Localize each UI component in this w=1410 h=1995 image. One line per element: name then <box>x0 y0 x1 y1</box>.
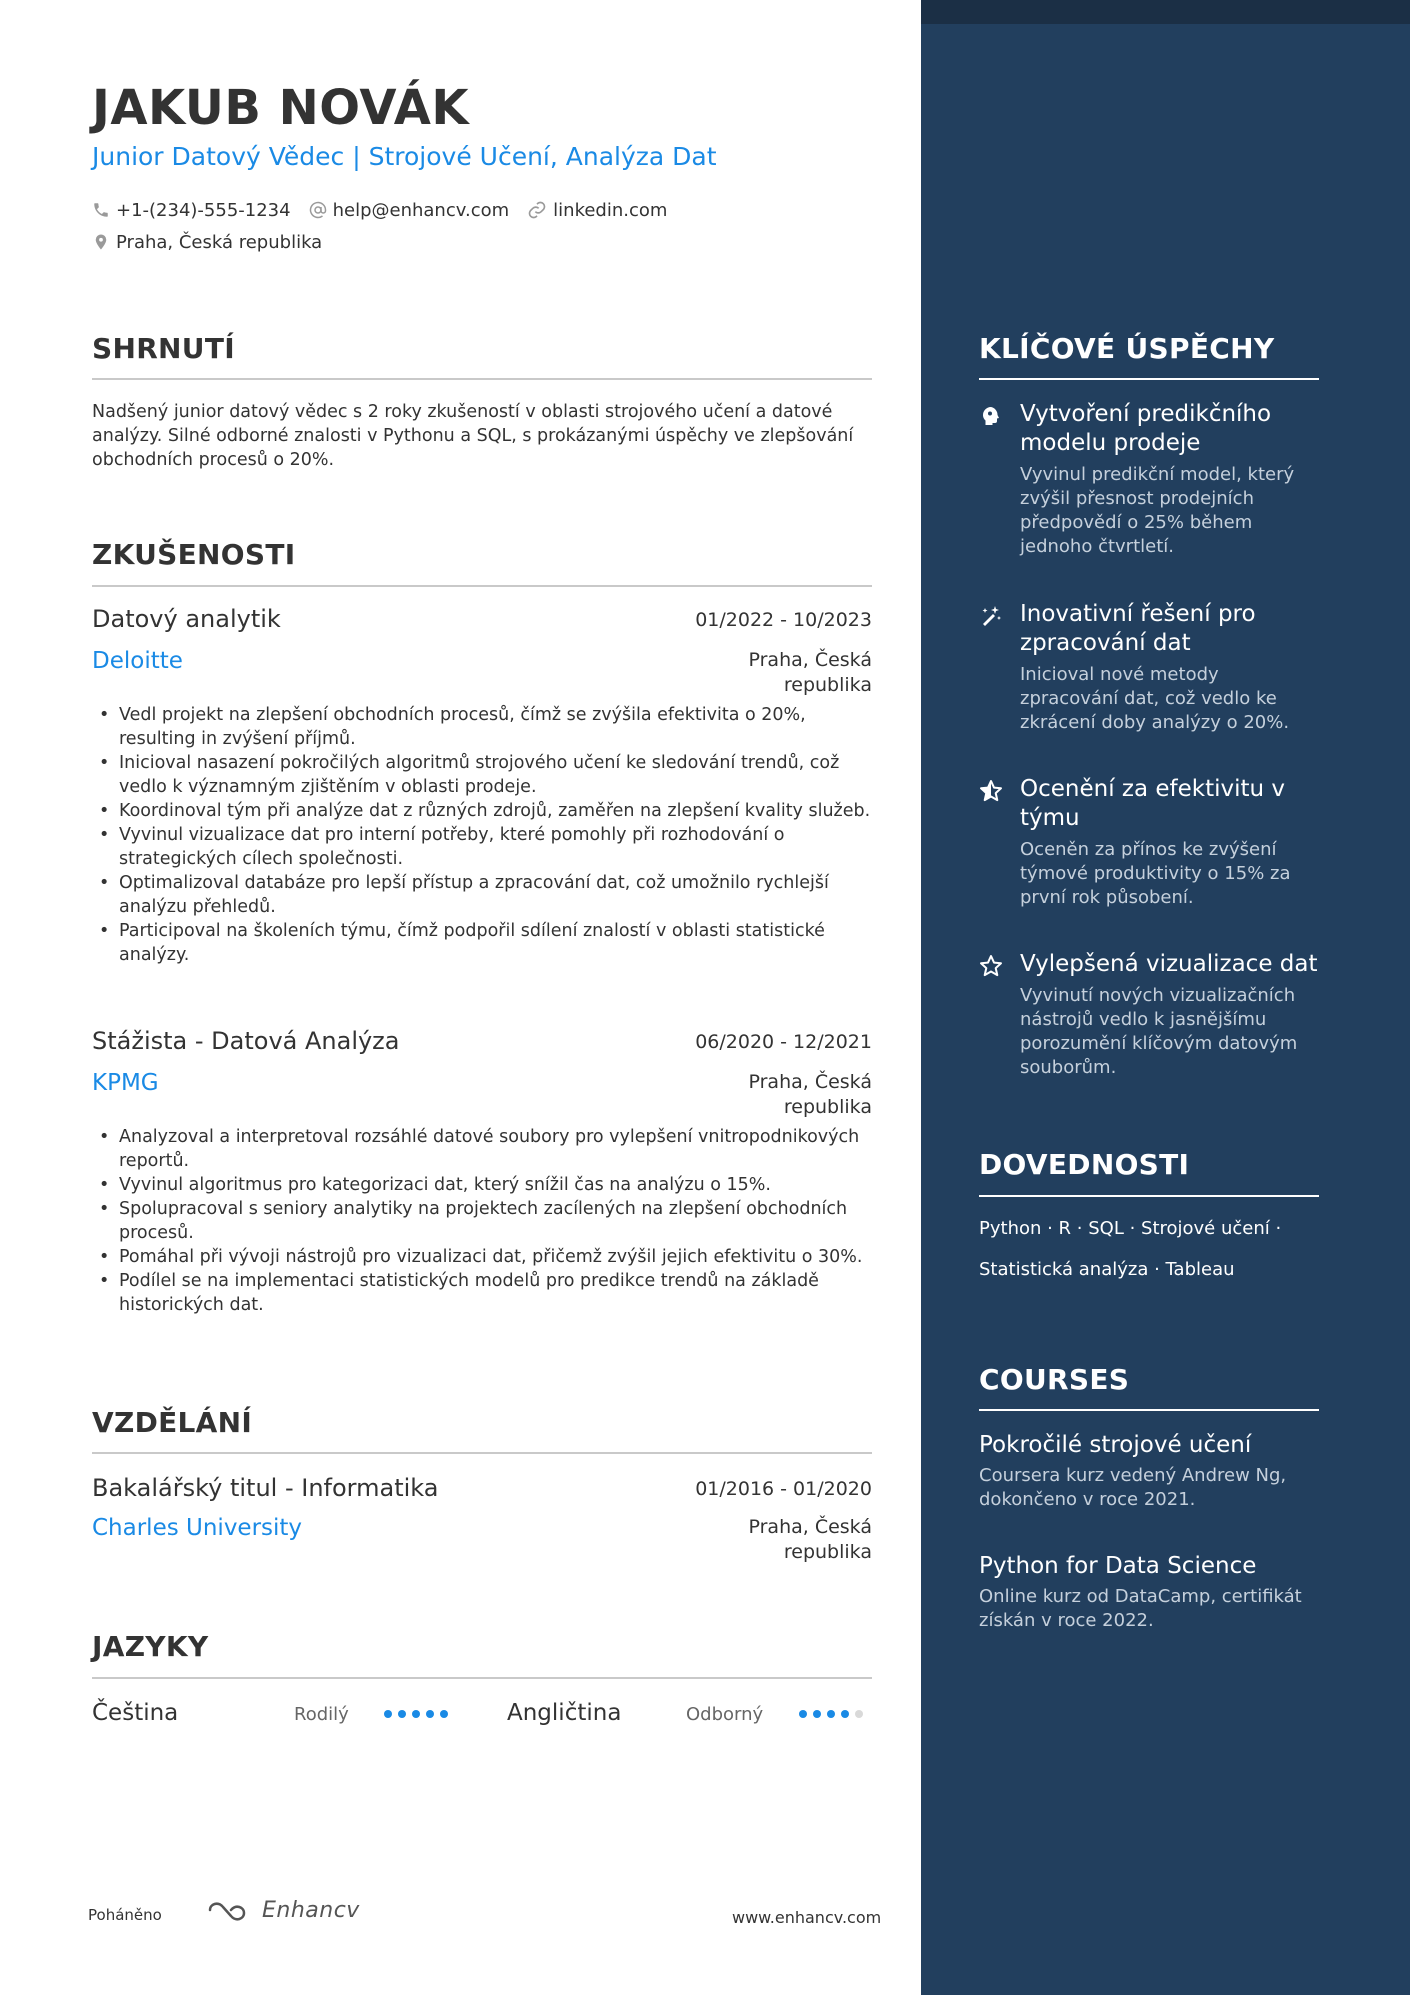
rating-dot <box>841 1710 849 1718</box>
magic-wand-icon <box>979 604 1003 628</box>
job-location: Praha, Česká republika <box>748 649 872 696</box>
achievement-title: Vylepšená vizualizace dat <box>1020 951 1318 977</box>
footer-url[interactable]: www.enhancv.com <box>732 1908 882 1927</box>
enhancv-logo[interactable] <box>206 1896 360 1924</box>
achievements-divider <box>979 378 1319 380</box>
achievement-desc: Inicioval nové metody zpracování dat, což vedlo ke zkrácení doby analýzy o 20%. <box>1020 664 1290 733</box>
brain-icon <box>979 404 1003 428</box>
rating-dot <box>799 1710 807 1718</box>
phone-text: +1-(234)-555-1234 <box>116 199 291 221</box>
list-item: • Podílel se na implementaci statistických modelů pro predikce trendů na základě historických dat. <box>92 1269 872 1317</box>
course-desc: Coursera kurz vedený Andrew Ng, dokončeno v roce 2021. <box>979 1465 1287 1510</box>
language-rating <box>799 1710 869 1718</box>
star-half-icon <box>979 779 1003 803</box>
education-location: Praha, Česká republika <box>748 1516 872 1563</box>
skills-list <box>979 1208 1319 1290</box>
achievements-heading: KLÍČOVÉ ÚSPĚCHY <box>979 332 1275 365</box>
job-title: Datový analytik <box>92 605 281 633</box>
achievement-item <box>979 775 1319 910</box>
skills-line: Python · R · SQL · Strojové učení · <box>979 1218 1282 1239</box>
course-desc: Online kurz od DataCamp, certifikát získán v roce 2022. <box>979 1586 1302 1631</box>
candidate-title: Junior Datový Vědec | Strojové Učení, Analýza Dat <box>92 142 717 171</box>
job-location: Praha, Česká republika <box>748 1071 872 1118</box>
skills-line: Statistická analýza · Tableau <box>979 1259 1235 1280</box>
job-title: Stážista - Datová Analýza <box>92 1027 400 1055</box>
course-item <box>979 1552 1319 1633</box>
list-item: • Vyvinul algoritmus pro kategorizaci dat, který snížil čas na analýzu o 15%. <box>92 1173 872 1197</box>
job-bullets <box>92 703 872 967</box>
job-bullets <box>92 1125 872 1317</box>
achievement-item <box>979 600 1319 735</box>
degree-title: Bakalářský titul - Informatika <box>92 1474 439 1502</box>
skills-divider <box>979 1195 1319 1197</box>
at-icon <box>309 201 327 219</box>
achievement-desc: Vyvinul predikční model, který zvýšil přesnost prodejních předpovědí o 25% během jednoho čtvrtletí. <box>1020 464 1295 557</box>
phone-icon <box>92 201 110 219</box>
achievement-item <box>979 400 1319 559</box>
courses-heading: COURSES <box>979 1363 1130 1396</box>
candidate-name: JAKUB NOVÁK <box>92 80 470 136</box>
achievement-desc: Oceněn za přínos ke zvýšení týmové produktivity o 15% za první rok působení. <box>1020 839 1291 908</box>
email-contact[interactable] <box>309 200 510 221</box>
list-item: • Inicioval nasazení pokročilých algoritmů strojového učení ke sledování trendů, což vedlo k významným zjištěním v oblasti prodeje. <box>92 751 872 799</box>
star-outline-icon <box>979 954 1003 978</box>
rating-dot <box>384 1710 392 1718</box>
sidebar-topbar <box>921 0 1410 24</box>
rating-dot <box>426 1710 434 1718</box>
achievement-item <box>979 950 1319 1080</box>
experience-heading: ZKUŠENOSTI <box>92 538 296 571</box>
education-heading: VZDĚLÁNÍ <box>92 1406 253 1439</box>
footer-powered: Poháněno <box>88 1906 162 1924</box>
contact-info <box>92 196 685 260</box>
achievement-desc: Vyvinutí nových vizualizačních nástrojů vedlo k jasnějšímu porozumění klíčovým datovým souborům. <box>1020 985 1298 1078</box>
list-item: • Koordinoval tým při analýze dat z různých zdrojů, zaměřen na zlepšení kvality služeb. <box>92 799 872 823</box>
list-item: • Pomáhal při vývoji nástrojů pro vizualizaci dat, přičemž zvýšil jejich efektivitu o 30%. <box>92 1245 872 1269</box>
language-level: Odborný <box>686 1704 764 1725</box>
job-company: KPMG <box>92 1070 159 1096</box>
list-item: • Analyzoval a interpretoval rozsáhlé datové soubory pro vylepšení vnitropodnikových reportů. <box>92 1125 872 1173</box>
language-name: Čeština <box>92 1700 179 1726</box>
language-rating <box>384 1710 454 1718</box>
list-item: • Participoval na školeních týmu, čímž podpořil sdílení znalostí v oblasti statistické analýzy. <box>92 919 872 967</box>
achievement-title: Ocenění za efektivitu v týmu <box>1020 776 1286 831</box>
skills-heading: DOVEDNOSTI <box>979 1148 1190 1181</box>
enhancv-logo-icon <box>206 1896 254 1924</box>
summary-text: Nadšený junior datový vědec s 2 roky zkušeností v oblasti strojového učení a datové analýzy. Silné odborné znalosti v Pythonu a SQL, s prokázanými úspěchy ve zlepšování obchodních procesů o 20%. <box>92 402 854 470</box>
rating-dot <box>827 1710 835 1718</box>
language-name: Angličtina <box>507 1700 622 1726</box>
rating-dot <box>412 1710 420 1718</box>
experience-divider <box>92 585 872 587</box>
education-divider <box>92 1452 872 1454</box>
rating-dot <box>398 1710 406 1718</box>
job-company: Deloitte <box>92 648 183 674</box>
linkedin-contact[interactable] <box>527 200 667 221</box>
summary-heading: SHRNUTÍ <box>92 332 235 365</box>
course-title: Pokročilé strojové učení <box>979 1432 1252 1458</box>
job-date: 01/2022 - 10/2023 <box>695 609 872 631</box>
achievement-title: Vytvoření predikčního modelu prodeje <box>1020 401 1272 456</box>
list-item: • Vyvinul vizualizace dat pro interní potřeby, které pomohly při rozhodování o strategických cílech společnosti. <box>92 823 872 871</box>
rating-dot <box>855 1710 863 1718</box>
summary-divider <box>92 378 872 380</box>
location-contact <box>92 232 322 253</box>
course-item <box>979 1431 1319 1512</box>
courses-divider <box>979 1409 1319 1411</box>
school-name: Charles University <box>92 1515 303 1541</box>
list-item: • Optimalizoval databáze pro lepší přístup a zpracování dat, což umožnilo rychlejší analýzu přehledů. <box>92 871 872 919</box>
job-date: 06/2020 - 12/2021 <box>695 1031 872 1053</box>
rating-dot <box>440 1710 448 1718</box>
languages-heading: JAZYKY <box>92 1630 209 1663</box>
enhancv-logo-text: Enhancv <box>262 1897 360 1923</box>
phone-contact[interactable] <box>92 200 291 221</box>
location-pin-icon <box>92 232 110 252</box>
location-text: Praha, Česká republika <box>116 231 323 253</box>
linkedin-text: linkedin.com <box>553 199 668 221</box>
language-level: Rodilý <box>294 1704 349 1725</box>
rating-dot <box>813 1710 821 1718</box>
list-item: • Spolupracoval s seniory analytiky na projektech zacílených na zlepšení obchodních procesů. <box>92 1197 872 1245</box>
achievement-title: Inovativní řešení pro zpracování dat <box>1020 601 1256 656</box>
education-date: 01/2016 - 01/2020 <box>695 1478 872 1500</box>
email-text: help@enhancv.com <box>332 199 510 221</box>
course-title: Python for Data Science <box>979 1553 1257 1579</box>
list-item: • Vedl projekt na zlepšení obchodních procesů, čímž se zvýšila efektivita o 20%, resulting in zvýšení příjmů. <box>92 703 872 751</box>
languages-divider <box>92 1677 872 1679</box>
link-icon <box>527 200 547 220</box>
